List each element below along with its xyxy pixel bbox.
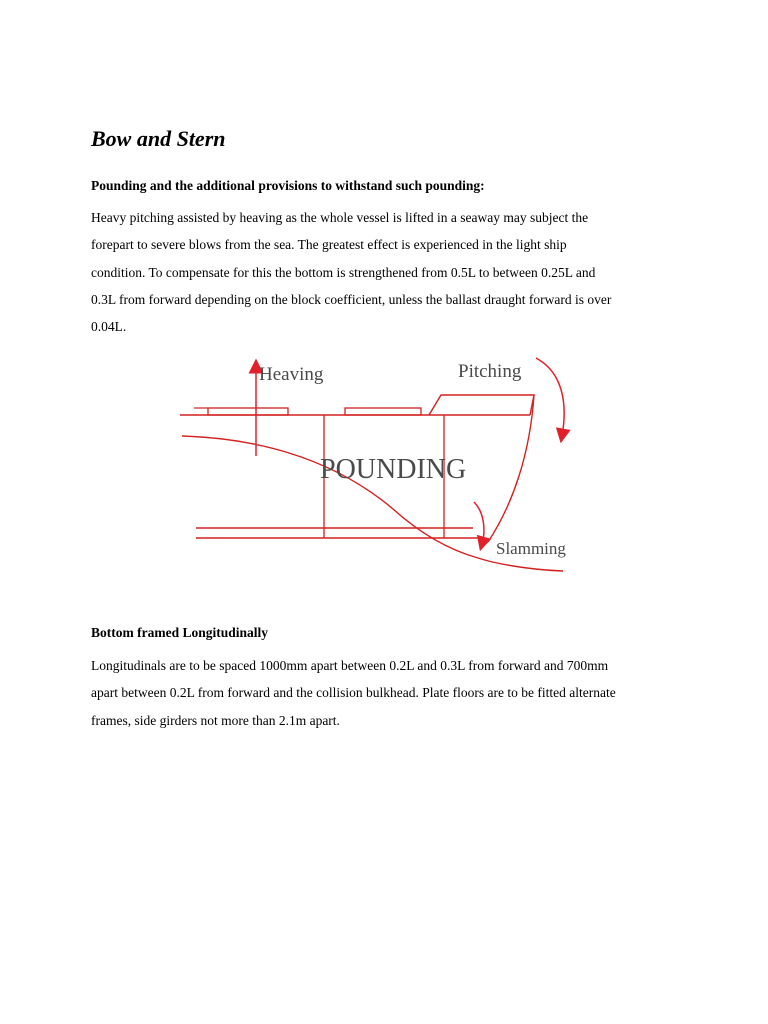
- paragraph-line: Heavy pitching assisted by heaving as the whole vessel is lifted in a seaway may subject the: [91, 210, 589, 225]
- forecastle: [429, 395, 534, 415]
- section-heading-pounding: Pounding and the additional provisions to withstand such pounding:: [91, 178, 485, 193]
- slamming-label: Slamming: [496, 539, 566, 558]
- pounding-diagram: [178, 344, 598, 584]
- heaving-label: Heaving: [259, 364, 324, 385]
- paragraph-line: 0.04L.: [91, 319, 127, 335]
- paragraph-bottom-framed: [91, 652, 691, 734]
- paragraph-line: forepart to severe blows from the sea. The greatest effect is experienced in the light ship: [91, 237, 567, 253]
- pounding-label: POUNDING: [320, 454, 467, 485]
- bow-stem: [488, 395, 534, 542]
- hatch-aft: [208, 408, 288, 415]
- paragraph-line: frames, side girders not more than 2.1m apart.: [91, 712, 340, 728]
- page-title: Bow and Stern: [91, 126, 226, 151]
- pitching-label: Pitching: [458, 361, 522, 382]
- paragraph-pounding: [91, 204, 691, 340]
- section-heading-bottom-framed: Bottom framed Longitudinally: [91, 625, 269, 640]
- paragraph-line: Longitudinals are to be spaced 1000mm apart between 0.2L and 0.3L from forward and 700mm: [91, 658, 609, 673]
- hatch-fore: [345, 408, 421, 415]
- paragraph-line: condition. To compensate for this the bottom is strengthened from 0.5L to between 0.25L and: [91, 264, 596, 280]
- pounding-diagram-svg: [178, 344, 598, 584]
- paragraph-line: 0.3L from forward depending on the block coefficient, unless the ballast draught forward is over: [91, 291, 612, 307]
- paragraph-line: apart between 0.2L from forward and the collision bulkhead. Plate floors are to be fitted alternate: [91, 685, 616, 701]
- pitching-arrow: [536, 358, 564, 436]
